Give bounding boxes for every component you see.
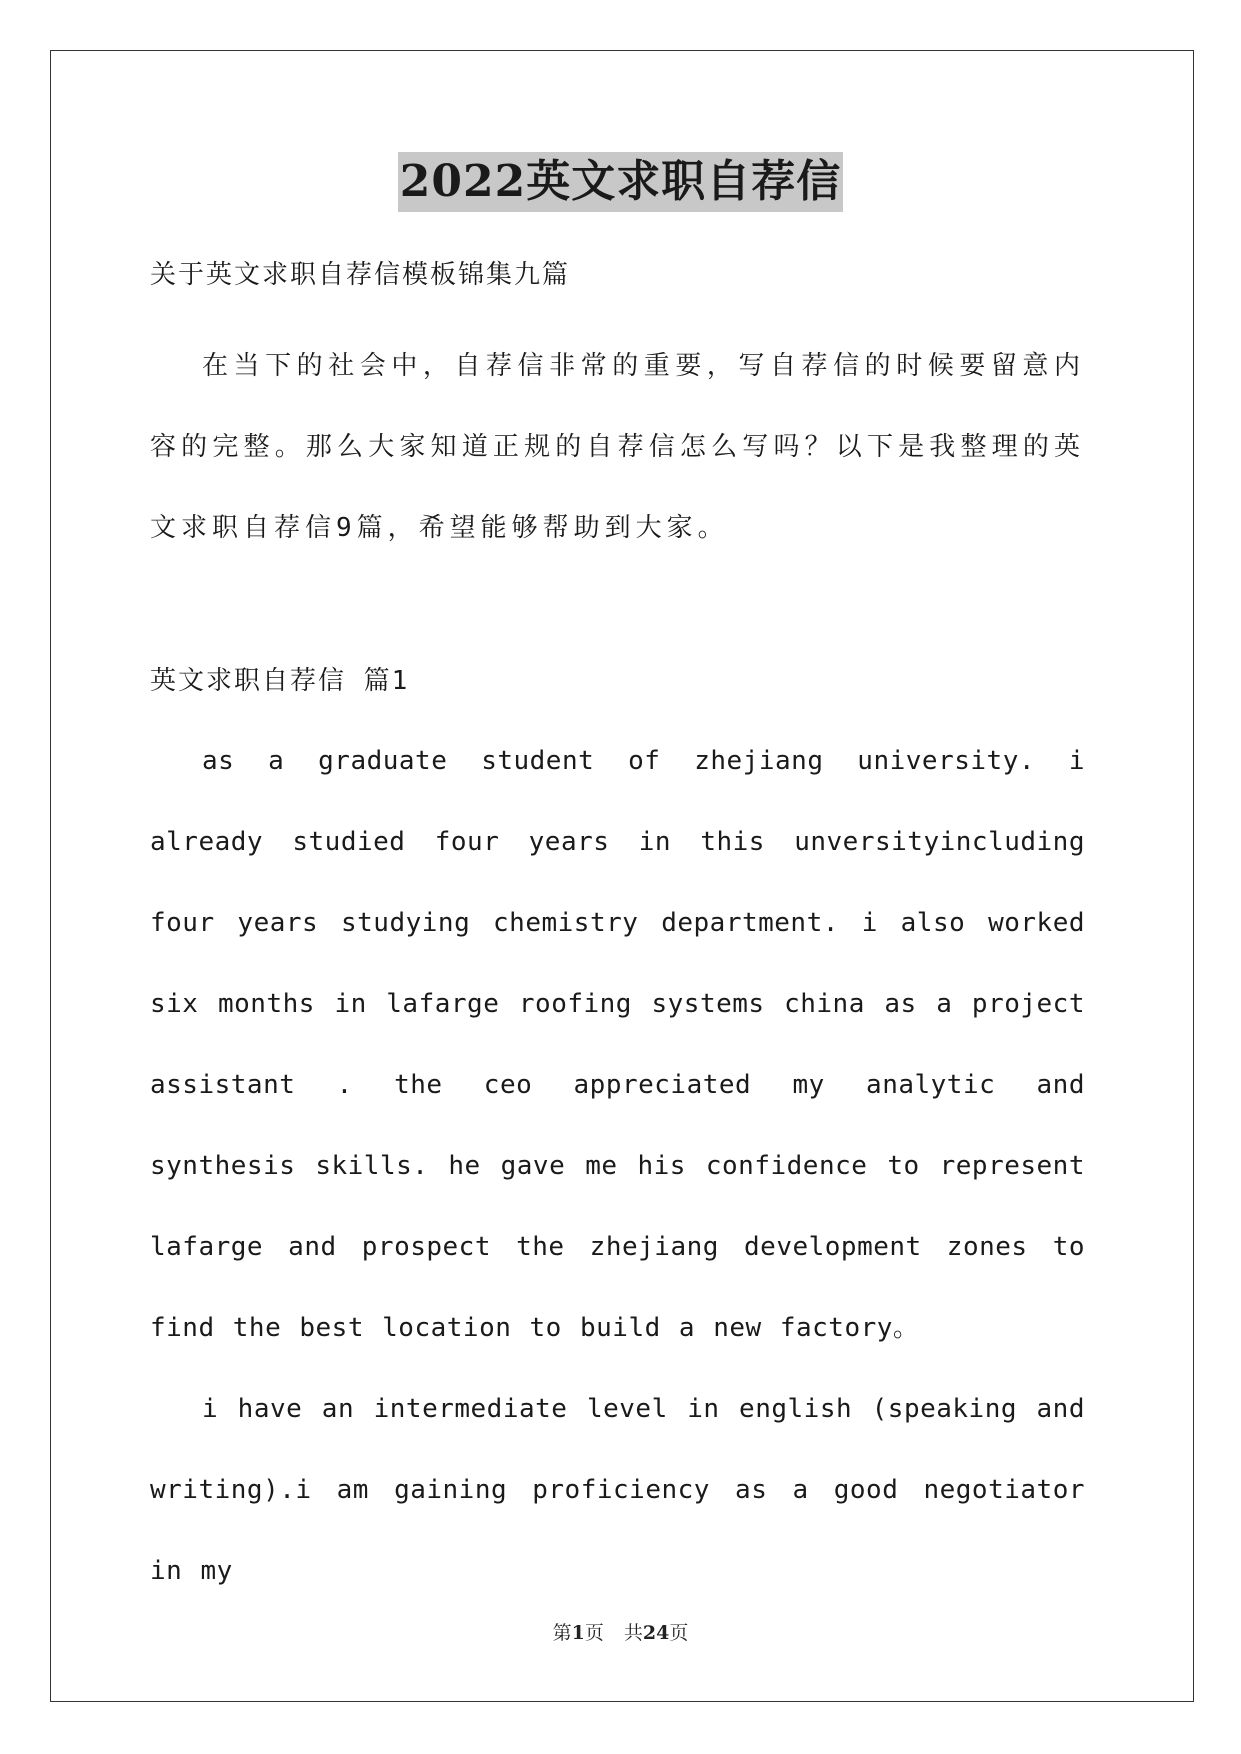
document-body (150, 258, 1085, 1612)
intro-paragraph: 在当下的社会中，自荐信非常的重要，写自荐信的时候要留意内容的完整。那么大家知道正规的自荐信怎么写吗？以下是我整理的英文求职自荐信9篇，希望能够帮助到大家。 (150, 351, 1085, 543)
section-heading: 英文求职自荐信 篇1 (150, 666, 410, 696)
footer-prefix: 第 (552, 1622, 572, 1644)
footer-total-pages: 24 (642, 1622, 670, 1644)
page-footer (0, 1618, 1241, 1645)
footer-page-suffix: 页 (584, 1622, 604, 1644)
footer-total-prefix: 共 (623, 1622, 643, 1644)
document-subtitle: 关于英文求职自荐信模板锦集九篇 (150, 260, 571, 290)
body-paragraph: as a graduate student of zhejiang university. i already studied four years in this unversityincluding four years studying chemistry department. i also worked six months in lafarge roofing systems china as a project assistant . the ceo appreciated my analytic and synthesis skills. he gave me his confidence to represent lafarge and prospect the zhejiang development zones to find the best location to build a new factory。 (150, 746, 1085, 1343)
title-container (0, 152, 1241, 212)
footer-page-number: 1 (571, 1622, 585, 1644)
body-paragraph: i have an intermediate level in english (speaking and writing).i am gaining proficiency as a good negotiator in my (150, 1394, 1085, 1586)
document-title: 2022英文求职自荐信 (398, 152, 843, 212)
footer-total-suffix: 页 (669, 1622, 689, 1644)
